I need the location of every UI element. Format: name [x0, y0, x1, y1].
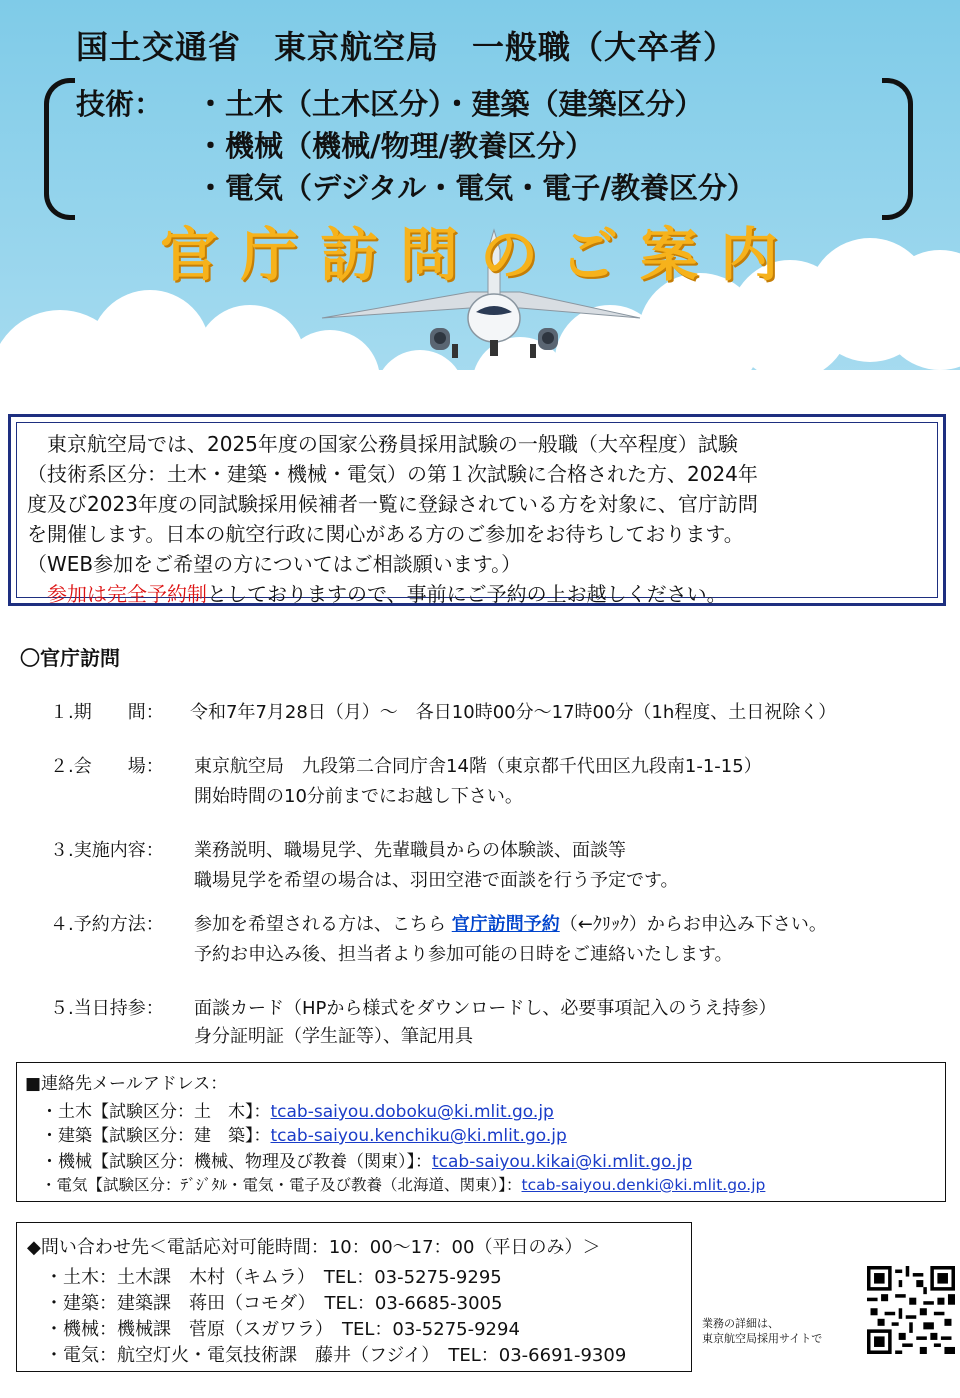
email-row-electrical: ・電気【試験区分：ﾃﾞｼﾞﾀﾙ・電気・電子及び教養（北海道、関東）】：tcab-saiyou.denki@ki.mlit.go.jp: [41, 1176, 766, 1194]
email-box-title: ■連絡先メールアドレス：: [25, 1074, 228, 1094]
content-label: ３.実施内容：: [50, 840, 164, 861]
qr-caption: 業務の詳細は、 東京航空局採用サイトで: [702, 1317, 823, 1345]
email-row-civil: ・土木【試験区分：土 木】：tcab-saiyou.doboku@ki.mlit.go.jp: [41, 1102, 554, 1122]
bring-value: 面談カード（HPから様式をダウンロードし、必要事項記入のうえ持参）: [194, 998, 777, 1019]
intro-line-5: （WEB参加をご希望の方についてはご相談願います。）: [27, 552, 522, 576]
recruitment-site-qr-code[interactable]: [867, 1266, 955, 1354]
reservation-label: ４.予約方法：: [50, 914, 164, 935]
email-link-civil[interactable]: tcab-saiyou.doboku@ki.mlit.go.jp: [270, 1102, 554, 1122]
intro-line-1: 東京航空局では、2025年度の国家公務員採用試験の一般職（大卒程度）試験: [27, 432, 738, 456]
reservation-note: 予約お申込み後、担当者より参加可能の日時をご連絡いたします。: [194, 944, 733, 965]
content-value: 業務説明、職場見学、先輩職員からの体験談、面談等: [194, 840, 626, 861]
phone-box-title: ◆問い合わせ先＜電話応対可能時間：10：00～17：00（平日のみ）＞: [27, 1237, 601, 1258]
phone-contact-box: [16, 1222, 692, 1372]
email-row-architecture: ・建築【試験区分：建 築】：tcab-saiyou.kenchiku@ki.mlit.go.jp: [41, 1126, 567, 1146]
phone-row-architecture: ・建築：建築課 蒋田（コモダ） TEL：03-6685-3005: [45, 1293, 503, 1314]
left-bracket: [44, 78, 75, 220]
venue-value: 東京航空局 九段第二合同庁舎14階（東京都千代田区九段南1-1-15）: [194, 756, 762, 777]
tech-line-1: ・土木（土木区分）・建築（建築区分）: [196, 87, 704, 121]
tech-line-3: ・電気（デジタル・電気・電子/教養区分）: [196, 171, 756, 205]
reservation-required-note: 参加は完全予約制: [47, 582, 207, 606]
intro-line-3: 度及び2023年度の同試験採用候補者一覧に登録されている方を対象に、官庁訪問: [27, 492, 758, 516]
tech-label: 技術：: [76, 87, 164, 121]
page-title: 国土交通省 東京航空局 一般職（大卒者）: [76, 28, 737, 66]
tech-line-2: ・機械（機械/物理/教養区分）: [196, 129, 595, 163]
right-bracket: [882, 78, 913, 220]
header-banner: [0, 0, 960, 400]
email-link-architecture[interactable]: tcab-saiyou.kenchiku@ki.mlit.go.jp: [270, 1126, 567, 1146]
email-link-mechanical[interactable]: tcab-saiyou.kikai@ki.mlit.go.jp: [432, 1152, 693, 1172]
phone-row-electrical: ・電気：航空灯火・電気技術課 藤井（フジイ） TEL：03-6691-9309: [45, 1345, 627, 1366]
period-value: 令和7年7月28日（月）～ 各日10時00分～17時00分（1h程度、土日祝除く）: [190, 702, 837, 723]
intro-line-6: 参加は完全予約制としておりますので、事前にご予約の上お越しください。: [47, 582, 727, 606]
intro-box: [8, 414, 946, 606]
visit-reservation-link[interactable]: 官庁訪問予約: [451, 914, 560, 935]
phone-row-mechanical: ・機械：機械課 菅原（スガワラ） TEL：03-5275-9294: [45, 1319, 520, 1340]
phone-row-civil: ・土木：土木課 木村（キムラ） TEL：03-5275-9295: [45, 1267, 502, 1288]
section-title: 〇官庁訪問: [20, 646, 120, 670]
intro-line-4: を開催します。日本の航空行政に関心がある方のご参加をお待ちしております。: [27, 522, 744, 546]
email-link-electrical[interactable]: tcab-saiyou.denki@ki.mlit.go.jp: [521, 1176, 766, 1194]
intro-line-2: （技術系区分：土木・建築・機械・電気）の第１次試験に合格された方、2024年: [27, 462, 758, 486]
content-note: 職場見学を希望の場合は、羽田空港で面談を行う予定です。: [194, 870, 679, 891]
visit-guide-banner: 官庁訪問のご案内: [159, 221, 800, 289]
email-contact-box: [16, 1062, 946, 1202]
venue-label: ２.会 場：: [50, 756, 164, 777]
bring-note: 身分証明証（学生証等）、筆記用具: [194, 1026, 473, 1047]
period-label: １.期 間：: [50, 702, 164, 723]
reservation-value: 参加を希望される方は、こちら 官庁訪問予約（←ｸﾘｯｸ）からお申込み下さい。: [194, 914, 827, 935]
bring-label: ５.当日持参：: [50, 998, 164, 1019]
venue-note: 開始時間の10分前までにお越し下さい。: [194, 786, 523, 807]
email-row-mechanical: ・機械【試験区分：機械、物理及び教養（関東）】：tcab-saiyou.kikai@ki.mlit.go.jp: [41, 1152, 693, 1172]
